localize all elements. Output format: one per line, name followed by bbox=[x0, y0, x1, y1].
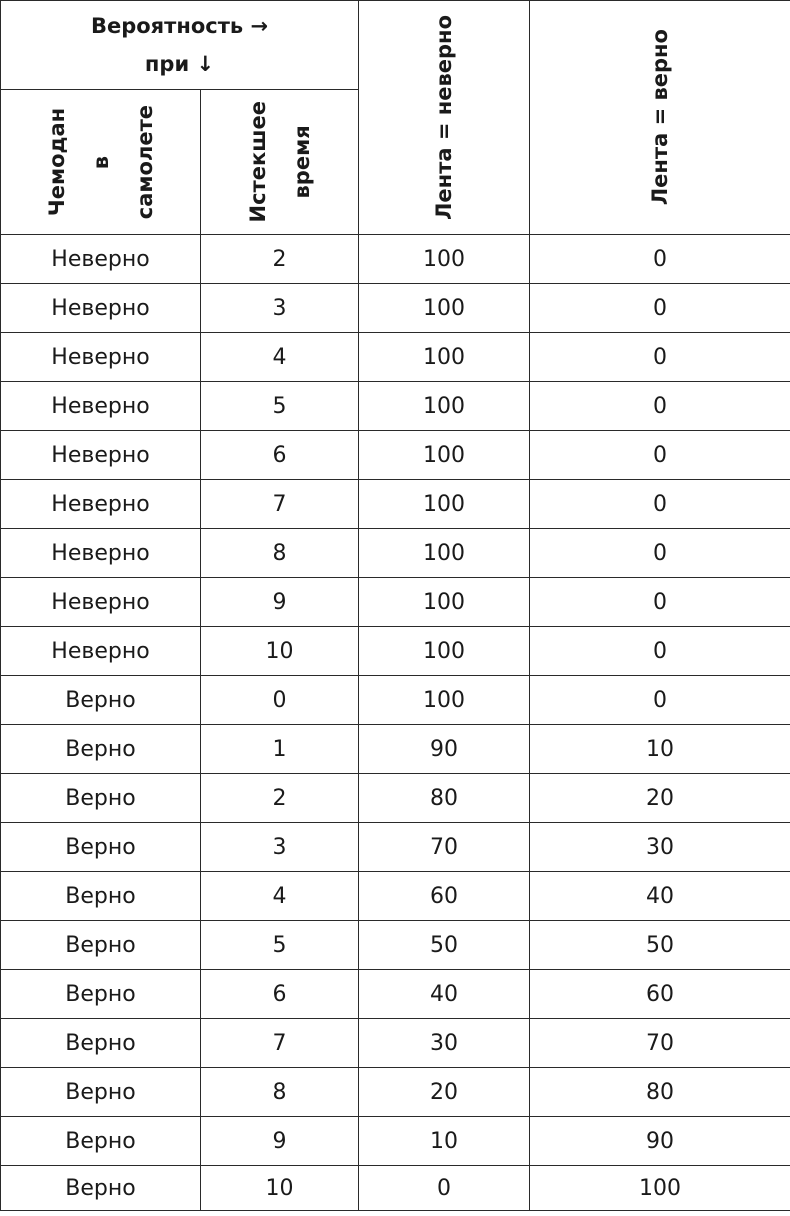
cell-suitcase: Верно bbox=[1, 676, 201, 725]
table-header bbox=[1, 1, 790, 235]
cell-suitcase: Неверно bbox=[1, 578, 201, 627]
table-row bbox=[1, 1117, 790, 1166]
table-row bbox=[1, 872, 790, 921]
cell-tape-true: 100 bbox=[530, 1166, 790, 1211]
cell-tape-true: 0 bbox=[530, 382, 790, 431]
cell-tape-false: 30 bbox=[359, 1019, 530, 1068]
table-row bbox=[1, 921, 790, 970]
cell-elapsed-time: 1 bbox=[201, 725, 359, 774]
cell-elapsed-time: 9 bbox=[201, 1117, 359, 1166]
column-header-tape-false: Лента = неверно bbox=[359, 1, 530, 235]
cell-tape-false: 90 bbox=[359, 725, 530, 774]
cell-elapsed-time: 9 bbox=[201, 578, 359, 627]
cell-suitcase: Неверно bbox=[1, 235, 201, 284]
cell-tape-true: 20 bbox=[530, 774, 790, 823]
cell-elapsed-time: 5 bbox=[201, 382, 359, 431]
column-header-elapsed-time: Истекшее время bbox=[201, 90, 359, 235]
cell-elapsed-time: 4 bbox=[201, 872, 359, 921]
table-row bbox=[1, 284, 790, 333]
cell-tape-false: 100 bbox=[359, 676, 530, 725]
table-row bbox=[1, 333, 790, 382]
cell-suitcase: Верно bbox=[1, 1019, 201, 1068]
cell-elapsed-time: 10 bbox=[201, 1166, 359, 1211]
corner-header bbox=[1, 1, 359, 90]
cell-elapsed-time: 7 bbox=[201, 480, 359, 529]
cell-tape-true: 70 bbox=[530, 1019, 790, 1068]
cell-tape-false: 100 bbox=[359, 235, 530, 284]
cell-suitcase: Верно bbox=[1, 774, 201, 823]
cell-suitcase: Неверно bbox=[1, 480, 201, 529]
cell-suitcase: Неверно bbox=[1, 431, 201, 480]
cell-tape-false: 100 bbox=[359, 578, 530, 627]
table-row bbox=[1, 725, 790, 774]
cell-elapsed-time: 8 bbox=[201, 1068, 359, 1117]
cell-elapsed-time: 8 bbox=[201, 529, 359, 578]
cell-elapsed-time: 2 bbox=[201, 235, 359, 284]
cell-tape-true: 0 bbox=[530, 578, 790, 627]
cell-suitcase: Неверно bbox=[1, 382, 201, 431]
cell-tape-true: 0 bbox=[530, 627, 790, 676]
table-row bbox=[1, 823, 790, 872]
cell-suitcase: Верно bbox=[1, 725, 201, 774]
cell-tape-true: 80 bbox=[530, 1068, 790, 1117]
cell-tape-false: 0 bbox=[359, 1166, 530, 1211]
cell-elapsed-time: 3 bbox=[201, 284, 359, 333]
cell-suitcase: Верно bbox=[1, 1166, 201, 1211]
cell-tape-true: 0 bbox=[530, 284, 790, 333]
table-row bbox=[1, 529, 790, 578]
cell-tape-false: 80 bbox=[359, 774, 530, 823]
cell-tape-false: 100 bbox=[359, 284, 530, 333]
cell-tape-false: 100 bbox=[359, 627, 530, 676]
corner-header-line-2: при ↓ bbox=[144, 52, 215, 76]
cell-suitcase: Верно bbox=[1, 921, 201, 970]
cell-elapsed-time: 10 bbox=[201, 627, 359, 676]
cell-suitcase: Верно bbox=[1, 970, 201, 1019]
table-row bbox=[1, 1166, 790, 1211]
cell-tape-true: 0 bbox=[530, 480, 790, 529]
table-row bbox=[1, 431, 790, 480]
cell-suitcase: Неверно bbox=[1, 284, 201, 333]
cell-tape-false: 20 bbox=[359, 1068, 530, 1117]
table-row bbox=[1, 1068, 790, 1117]
cell-tape-true: 40 bbox=[530, 872, 790, 921]
cell-elapsed-time: 6 bbox=[201, 431, 359, 480]
cell-tape-true: 0 bbox=[530, 431, 790, 480]
cell-suitcase: Неверно bbox=[1, 333, 201, 382]
cell-tape-true: 60 bbox=[530, 970, 790, 1019]
table-row bbox=[1, 578, 790, 627]
column-header-tape-true: Лента = верно bbox=[530, 1, 790, 235]
cell-tape-true: 90 bbox=[530, 1117, 790, 1166]
cell-tape-true: 10 bbox=[530, 725, 790, 774]
cell-elapsed-time: 5 bbox=[201, 921, 359, 970]
table-row bbox=[1, 970, 790, 1019]
cell-tape-false: 40 bbox=[359, 970, 530, 1019]
cell-tape-false: 100 bbox=[359, 333, 530, 382]
table-row bbox=[1, 235, 790, 284]
table-row bbox=[1, 627, 790, 676]
cell-suitcase: Верно bbox=[1, 1068, 201, 1117]
cell-elapsed-time: 3 bbox=[201, 823, 359, 872]
cell-suitcase: Верно bbox=[1, 823, 201, 872]
cell-tape-true: 0 bbox=[530, 333, 790, 382]
cell-tape-true: 0 bbox=[530, 235, 790, 284]
table-row bbox=[1, 480, 790, 529]
cell-elapsed-time: 7 bbox=[201, 1019, 359, 1068]
table-row bbox=[1, 676, 790, 725]
cell-elapsed-time: 4 bbox=[201, 333, 359, 382]
cell-tape-false: 10 bbox=[359, 1117, 530, 1166]
cell-tape-false: 60 bbox=[359, 872, 530, 921]
cell-elapsed-time: 6 bbox=[201, 970, 359, 1019]
table-row bbox=[1, 382, 790, 431]
cell-tape-false: 100 bbox=[359, 529, 530, 578]
cell-suitcase: Верно bbox=[1, 872, 201, 921]
cell-elapsed-time: 2 bbox=[201, 774, 359, 823]
cell-tape-true: 30 bbox=[530, 823, 790, 872]
table-body bbox=[1, 235, 790, 1211]
cell-elapsed-time: 0 bbox=[201, 676, 359, 725]
cell-suitcase: Неверно bbox=[1, 627, 201, 676]
corner-header-line-1: Вероятность → bbox=[90, 14, 269, 38]
column-header-suitcase: Чемодан в самолете bbox=[1, 90, 201, 235]
cell-tape-false: 100 bbox=[359, 382, 530, 431]
cell-tape-true: 0 bbox=[530, 529, 790, 578]
cell-tape-false: 50 bbox=[359, 921, 530, 970]
cell-suitcase: Неверно bbox=[1, 529, 201, 578]
cell-suitcase: Верно bbox=[1, 1117, 201, 1166]
cell-tape-false: 70 bbox=[359, 823, 530, 872]
table-row bbox=[1, 1019, 790, 1068]
cell-tape-true: 50 bbox=[530, 921, 790, 970]
table-row bbox=[1, 774, 790, 823]
cell-tape-false: 100 bbox=[359, 431, 530, 480]
cell-tape-false: 100 bbox=[359, 480, 530, 529]
cell-tape-true: 0 bbox=[530, 676, 790, 725]
